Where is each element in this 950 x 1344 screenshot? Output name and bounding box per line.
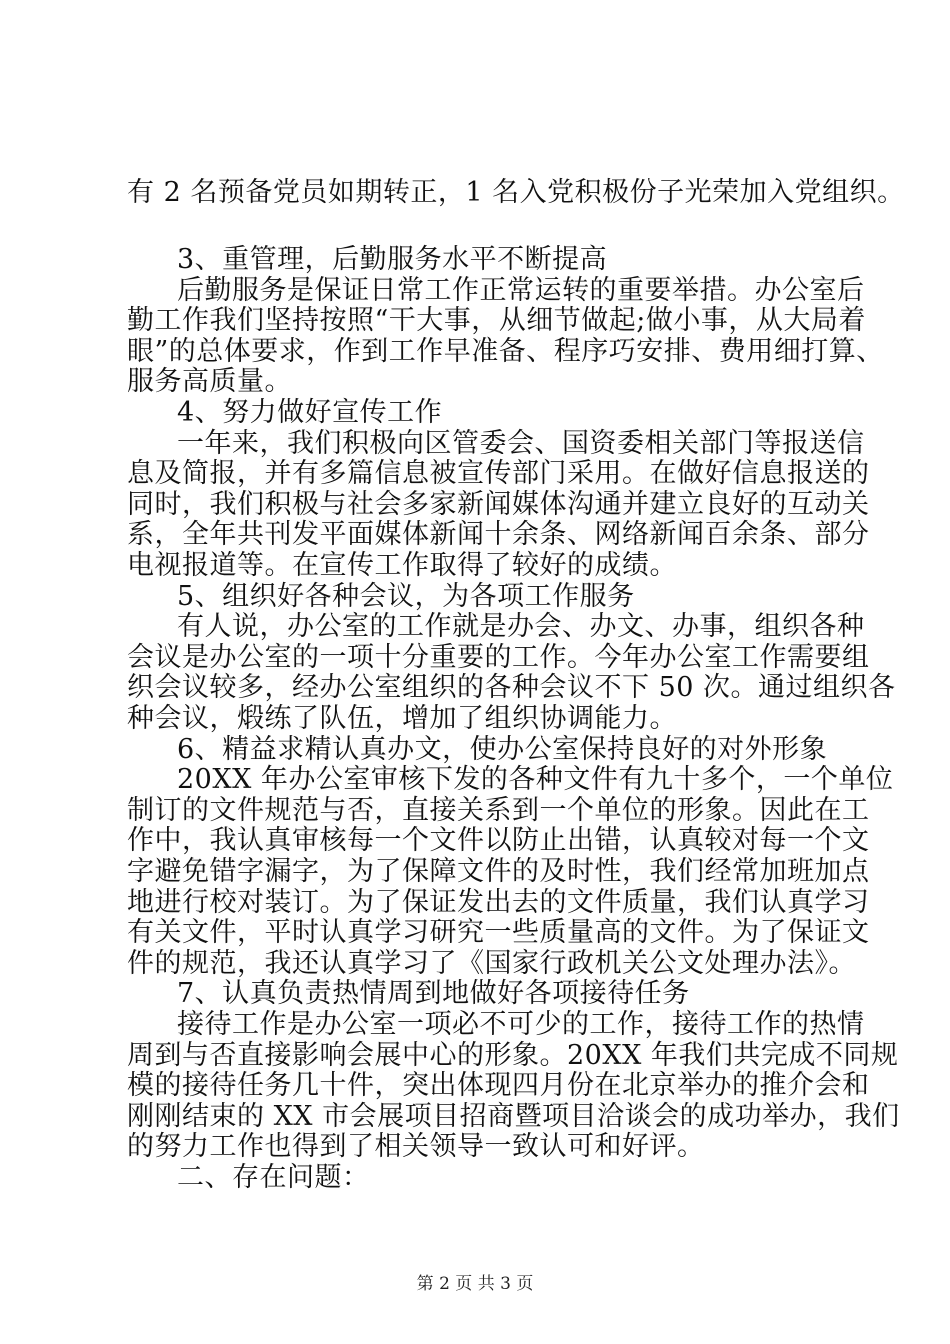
section-heading: 4、努力做好宣传工作 xyxy=(177,397,443,428)
body-text-line: 20XX 年办公室审核下发的各种文件有九十多个，一个单位 xyxy=(177,764,894,795)
body-text-line: 件的规范，我还认真学习了《国家行政机关公文处理办法》。 xyxy=(127,948,856,979)
page-number-footer: 第 2 页 共 3 页 xyxy=(416,1274,534,1294)
section-heading: 5、组织好各种会议，为各项工作服务 xyxy=(177,581,635,612)
body-text-line: 周到与否直接影响会展中心的形象。20XX 年我们共完成不同规 xyxy=(127,1040,899,1071)
body-text-line: 一年来，我们积极向区管委会、国资委相关部门等报送信 xyxy=(177,428,865,459)
section-heading: 6、精益求精认真办文，使办公室保持良好的对外形象 xyxy=(177,734,828,765)
body-text-line: 模的接待任务几十件，突出体现四月份在北京举办的推介会和 xyxy=(127,1070,870,1101)
body-text-line: 有人说，办公室的工作就是办会、办文、办事，组织各种 xyxy=(177,611,865,642)
body-text-line: 制订的文件规范与否，直接关系到一个单位的形象。因此在工 xyxy=(127,795,870,826)
body-text-line: 息及简报，并有多篇信息被宣传部门采用。在做好信息报送的 xyxy=(127,458,870,489)
body-text-line: 作中，我认真审核每一个文件以防止出错，认真较对每一个文 xyxy=(127,825,870,856)
body-text-line: 接待工作是办公室一项必不可少的工作，接待工作的热情 xyxy=(177,1009,865,1040)
body-text-line: 眼”的总体要求，作到工作早准备、程序巧安排、费用细打算、 xyxy=(127,336,884,367)
body-text-line: 刚刚结束的 XX 市会展项目招商暨项目洽谈会的成功举办，我们 xyxy=(127,1101,900,1132)
body-text-line: 织会议较多，经办公室组织的各种会议不下 50 次。通过组织各 xyxy=(127,672,896,703)
body-text-line: 会议是办公室的一项十分重要的工作。今年办公室工作需要组 xyxy=(127,642,870,673)
section-heading: 3、重管理，后勤服务水平不断提高 xyxy=(177,244,608,275)
body-text-line: 电视报道等。在宣传工作取得了较好的成绩。 xyxy=(127,550,677,581)
body-text-line: 服务高质量。 xyxy=(127,366,292,397)
body-text-line: 有关文件，平时认真学习研究一些质量高的文件。为了保证文 xyxy=(127,917,870,948)
body-text-line: 有 2 名预备党员如期转正，1 名入党积极份子光荣加入党组织。 xyxy=(127,177,905,208)
body-text-line: 勤工作我们坚持按照“干大事，从细节做起;做小事，从大局着 xyxy=(127,305,866,336)
body-text-line: 同时，我们积极与社会多家新闻媒体沟通并建立良好的互动关 xyxy=(127,489,870,520)
body-text-line: 种会议，煅练了队伍，增加了组织协调能力。 xyxy=(127,703,677,734)
body-text-line: 的努力工作也得到了相关领导一致认可和好评。 xyxy=(127,1131,705,1162)
body-text-line: 系，全年共刊发平面媒体新闻十余条、网络新闻百余条、部分 xyxy=(127,519,870,550)
section-heading: 二、存在问题： xyxy=(177,1162,370,1193)
body-text-line: 地进行校对装订。为了保证发出去的文件质量，我们认真学习 xyxy=(127,887,870,918)
section-heading: 7、认真负责热情周到地做好各项接待任务 xyxy=(177,978,690,1009)
body-text-line: 字避免错字漏字，为了保障文件的及时性，我们经常加班加点 xyxy=(127,856,870,887)
body-text-line: 后勤服务是保证日常工作正常运转的重要举措。办公室后 xyxy=(177,275,865,306)
